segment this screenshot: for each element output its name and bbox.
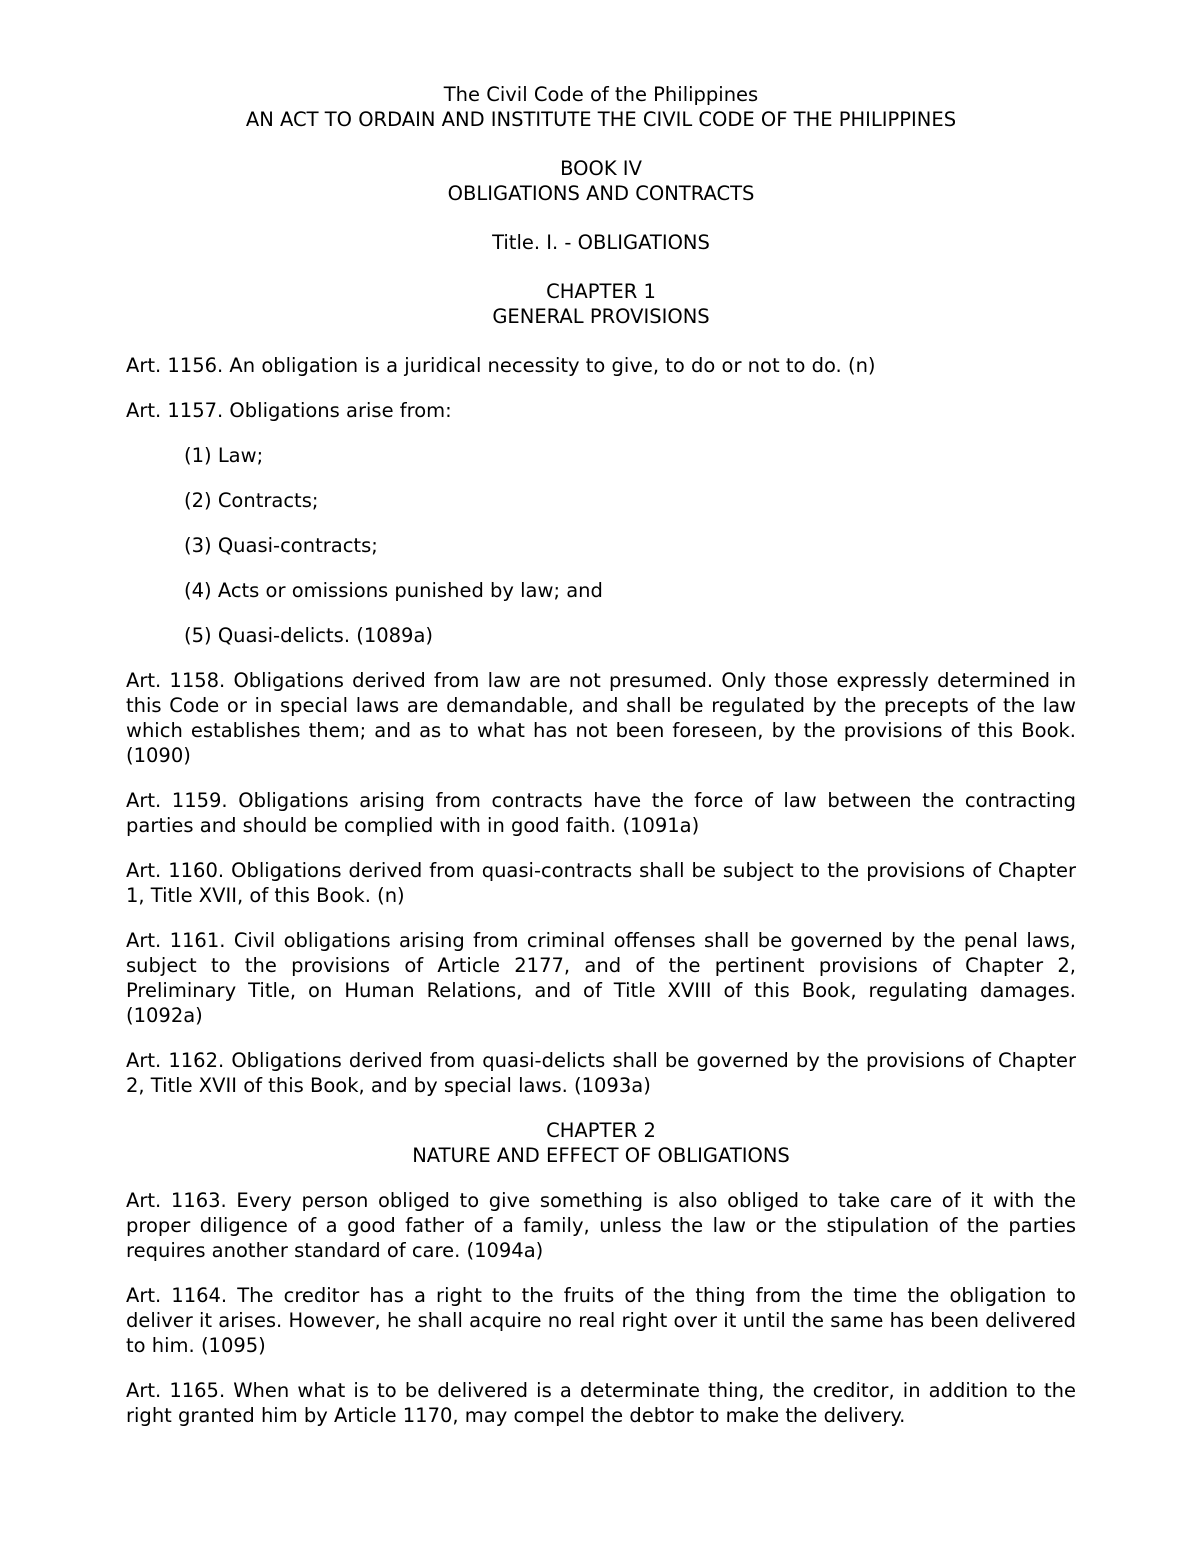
article-1163: Art. 1163. Every person obliged to give something is also obliged to take care of it with the proper diligence of a good father of a family, unless the law or the stipulation of the parties requires another standard of care. (1094a) <box>126 1189 1076 1262</box>
list-item: (5) Quasi-delicts. (1089a) <box>184 624 434 647</box>
chapter-1-name: GENERAL PROVISIONS <box>492 305 710 328</box>
code-title: The Civil Code of the Philippines <box>443 83 759 106</box>
document-header <box>126 82 1076 353</box>
chapter-1-label: CHAPTER 1 <box>546 280 656 303</box>
chapter-2-heading <box>126 1118 1076 1168</box>
article-1159: Art. 1159. Obligations arising from contracts have the force of law between the contracting parties and should be complied with in good faith. (1091a) <box>126 789 1076 837</box>
list-item: (4) Acts or omissions punished by law; and <box>184 579 603 602</box>
article-1160: Art. 1160. Obligations derived from quasi-contracts shall be subject to the provisions of Chapter 1, Title XVII, of this Book. (n) <box>126 859 1076 907</box>
list-item: (3) Quasi-contracts; <box>184 534 378 557</box>
article-1161: Art. 1161. Civil obligations arising from criminal offenses shall be governed by the penal laws, subject to the provisions of Article 2177, and of the pertinent provisions of Chapter 2, Preliminary Title, on Human Relations, and of Title XVIII of this Book, regulating damages. (1092a) <box>126 929 1076 1027</box>
article-1157: Art. 1157. Obligations arise from: <box>126 399 452 422</box>
document-page <box>126 82 1076 1448</box>
book-name: OBLIGATIONS AND CONTRACTS <box>447 182 755 205</box>
book-label: BOOK IV <box>560 157 642 180</box>
article-1156: Art. 1156. An obligation is a juridical necessity to give, to do or not to do. (n) <box>126 354 876 377</box>
list-item: (1) Law; <box>184 444 264 467</box>
act-title: AN ACT TO ORDAIN AND INSTITUTE THE CIVIL CODE OF THE PHILIPPINES <box>245 108 957 131</box>
chapter-2-label: CHAPTER 2 <box>546 1119 656 1142</box>
article-1158: Art. 1158. Obligations derived from law are not presumed. Only those expressly determined in this Code or in special laws are demandable, and shall be regulated by the precepts of the law which establishes them; and as to what has not been foreseen, by the provisions of this Book. (1090) <box>126 669 1076 767</box>
chapter-2-name: NATURE AND EFFECT OF OBLIGATIONS <box>412 1144 790 1167</box>
article-1165: Art. 1165. When what is to be delivered is a determinate thing, the creditor, in addition to the right granted him by Article 1170, may compel the debtor to make the delivery. <box>126 1379 1076 1427</box>
article-1164: Art. 1164. The creditor has a right to the fruits of the thing from the time the obligation to deliver it arises. However, he shall acquire no real right over it until the same has been delivered to him. (1095) <box>126 1284 1076 1357</box>
list-item: (2) Contracts; <box>184 489 319 512</box>
article-1162: Art. 1162. Obligations derived from quasi-delicts shall be governed by the provisions of Chapter 2, Title XVII of this Book, and by special laws. (1093a) <box>126 1049 1076 1097</box>
title-heading: Title. I. - OBLIGATIONS <box>492 231 710 254</box>
